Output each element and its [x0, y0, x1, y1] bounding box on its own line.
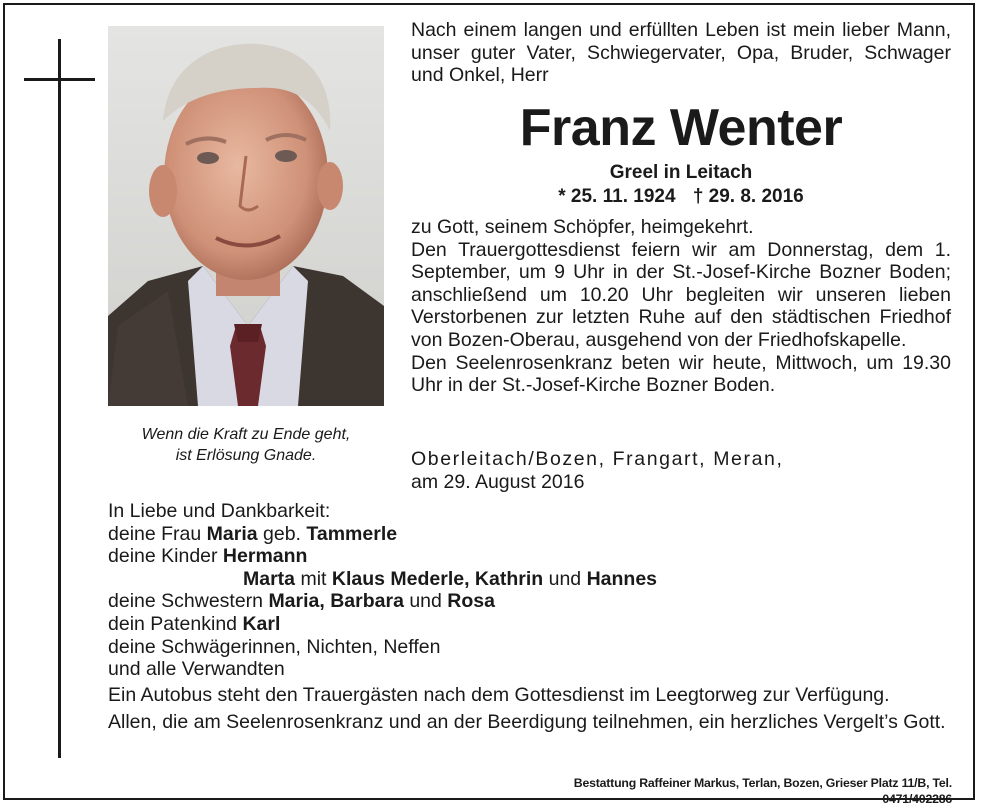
cross-horizontal-bar — [24, 78, 95, 81]
mourner-sisters: deine Schwestern Maria, Barbara und Rosa — [108, 590, 495, 613]
rosary-text: Den Seelenrosenkranz beten wir heute, Mittwoch, um 19.30 Uhr in der St.-Josef-Kirche Bozner Boden. — [411, 351, 951, 397]
mourners-heading: In Liebe und Dankbarkeit: — [108, 500, 331, 522]
home-place: Greel in Leitach — [609, 162, 753, 183]
funeral-text: Den Trauergottesdienst feiern wir am Donnerstag, dem 1. September, um 9 Uhr in der St.-Josef-Kirche Bozner Boden; anschließend um 10.20 Uhr begleiten wir unseren lieben Verstorbenen zur letzten Ruhe auf den städtischen Friedhof von Bozen-Oberau, ausgehend von der Friedhofskapelle. — [411, 238, 951, 351]
mourner-children-2: Marta mit Klaus Mederle, Kathrin und Hannes — [243, 567, 658, 590]
motto — [108, 424, 384, 466]
thanks-note: Allen, die am Seelenrosenkranz und an der Beerdigung teilnehmen, ein herzliches Vergelt’s Gott. — [108, 710, 946, 733]
birth-date: * 25. 11. 1924 — [558, 186, 676, 207]
deceased-name: Franz Wenter — [519, 99, 843, 157]
intro-text: Nach einem langen und erfüllten Leben ist mein lieber Mann, unser guter Vater, Schwiegervater, Opa, Bruder, Schwager und Onkel, Herr — [411, 19, 951, 87]
cross-vertical-bar — [58, 39, 61, 758]
motto-line-2: ist Erlösung Gnade. — [175, 447, 317, 464]
motto-line-1: Wenn die Kraft zu Ende geht, — [141, 426, 351, 443]
life-dates — [411, 186, 951, 208]
closing-notes — [108, 684, 952, 733]
mourner-wife: deine Frau Maria geb. Tammerle — [108, 522, 398, 545]
homecoming-text: zu Gott, seinem Schöpfer, heimgekehrt. — [411, 216, 754, 238]
undertaker-credit: Bestattung Raffeiner Markus, Terlan, Bozen, Grieser Platz 11/B, Tel. 0471/402286 — [573, 776, 952, 806]
bus-note: Ein Autobus steht den Trauergästen nach dem Gottesdienst im Leegtorweg zur Verfügung. — [108, 684, 890, 706]
service-details — [411, 216, 951, 397]
death-date: † 29. 8. 2016 — [692, 186, 804, 207]
mourner-godchild: dein Patenkind Karl — [108, 612, 281, 635]
location-line: Oberleitach/Bozen, Frangart, Meran, — [411, 448, 784, 470]
portrait-photo — [108, 26, 384, 406]
mourner-inlaws: deine Schwägerinnen, Nichten, Neffen — [108, 635, 441, 658]
date-line: am 29. August 2016 — [411, 470, 585, 493]
mourners-list — [108, 500, 808, 681]
mourner-children: deine Kinder Hermann — [108, 545, 308, 568]
mourner-relatives: und alle Verwandten — [108, 658, 285, 681]
place-date — [411, 448, 871, 493]
